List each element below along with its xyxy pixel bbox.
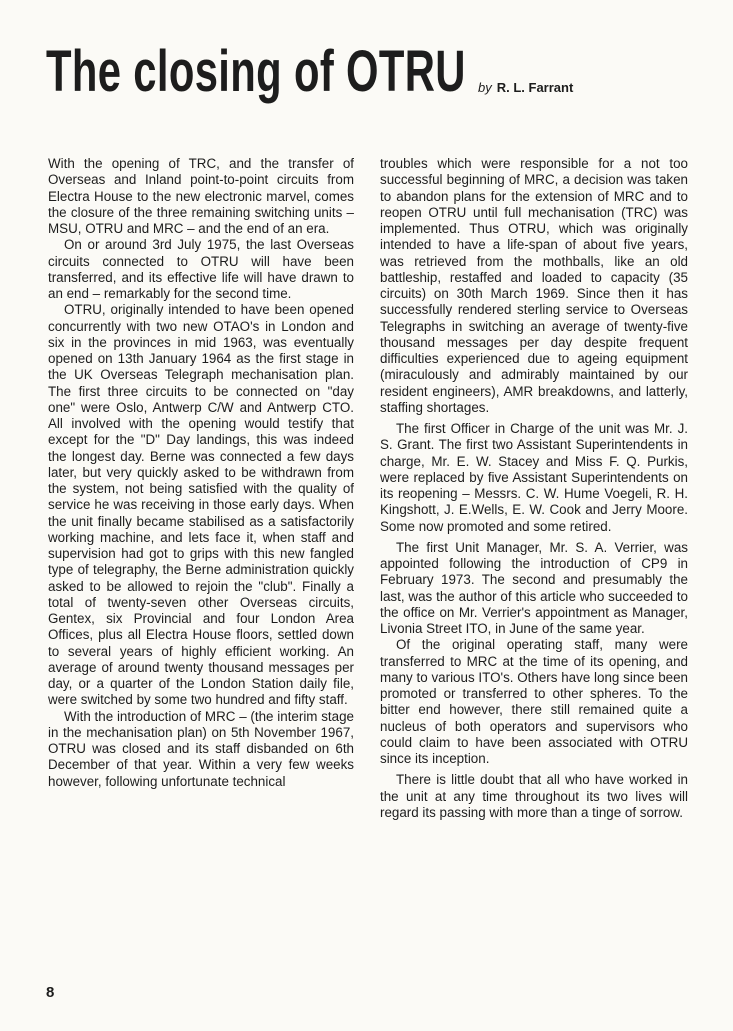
byline (478, 80, 573, 95)
paragraph: On or around 3rd July 1975, the last Overseas circuits connected to OTRU will have been transferred, and its effective life will have drawn to an end – remarkably for the second time. (48, 237, 354, 301)
paragraph: Of the original operating staff, many were transferred to MRC at the time of its opening, and many to various ITO's. Others have long since been promoted or transferred to other spheres. To the bitter end however, there still remained quite a nucleus of both operators and supervisors who could claim to have been associated with OTRU since its inception. (380, 637, 688, 766)
paragraph: With the introduction of MRC – (the interim stage in the mechanisation plan) on 5th November 1967, OTRU was closed and its staff disbanded on 6th December of that year. Within a very few weeks however, following unfortunate technical (48, 708, 354, 789)
paragraph: OTRU, originally intended to have been opened concurrently with two new OTAO's in London and six in the provinces in mid 1963, was eventually opened on 13th January 1964 as the first stage in the UK Overseas Telegraph mechanisation plan. The first three circuits to be connected on "day one" were Oslo, Antwerp C/W and Antwerp CTO. All involved with the opening would testify that except for the "D" Day landings, this was indeed the longest day. Berne was connected a few days later, but very quickly asked to be withdrawn from the system, not being satisfied with the quality of service he was receiving in those early days. When the unit finally became stabilised as a satisfactorily working machine, and lets face it, when staff and supervision had got to grips with this new fangled type of telegraphy, the Berne administration quickly asked to be allowed to rejoin the "club". Finally a total of twenty-seven other Overseas circuits, Gentex, six Provincial and four London Area Offices, plus all Electra House floors, settled down to several years of highly efficient working. An average of around twenty thousand messages per day, or a quarter of the London Station daily file, were switched by some two hundred and fifty staff. (48, 302, 354, 708)
byline-prefix: by (478, 80, 492, 95)
right-column (380, 156, 688, 821)
left-column (48, 156, 354, 790)
article-header (46, 36, 696, 116)
paragraph: The first Officer in Charge of the unit was Mr. J. S. Grant. The first two Assistant Superintendents in charge, Mr. E. W. Stacey and Miss F. Q. Purkis, were replaced by five Assistant Superintendents on its reopening – Messrs. C. W. Hume Voegeli, R. H. Kingshott, J. E.Wells, E. W. Cook and Jerry Moore. Some now promoted and some retired. (380, 421, 688, 534)
author-name: R. L. Farrant (496, 80, 574, 95)
article-title: The closing of OTRU (46, 39, 466, 104)
paragraph: The first Unit Manager, Mr. S. A. Verrier, was appointed following the introduction of CP9 in February 1973. The second and presumably the last, was the author of this article who succeeded to the office on Mr. Verrier's appointment as Manager, Livonia Street ITO, in June of the same year. (380, 539, 688, 636)
paragraph: troubles which were responsible for a not too successful beginning of MRC, a decision was taken to abandon plans for the extension of MRC and to reopen OTRU until full mechanisation (TRC) was implemented. Thus OTRU, which was originally intended to have a life-span of about five years, was retrieved from the mothballs, like an old battleship, restaffed and loaded to capacity (35 circuits) on 30th March 1969. Since then it has successfully rendered sterling service to Overseas Telegraphs in switching an average of twenty-five thousand messages per day despite frequent difficulties experienced due to ageing equipment (miraculously and admirably maintained by our resident engineers), AMR breakdowns, and latterly, staffing shortages. (380, 156, 688, 415)
paragraph: With the opening of TRC, and the transfer of Overseas and Inland point-to-point circuits from Electra House to the new electronic marvel, comes the closure of the three remaining switching units – MSU, OTRU and MRC – and the end of an era. (48, 156, 354, 236)
paragraph: There is little doubt that all who have worked in the unit at any time throughout its two lives will regard its passing with more than a tinge of sorrow. (380, 772, 688, 820)
page-number: 8 (46, 984, 55, 1001)
